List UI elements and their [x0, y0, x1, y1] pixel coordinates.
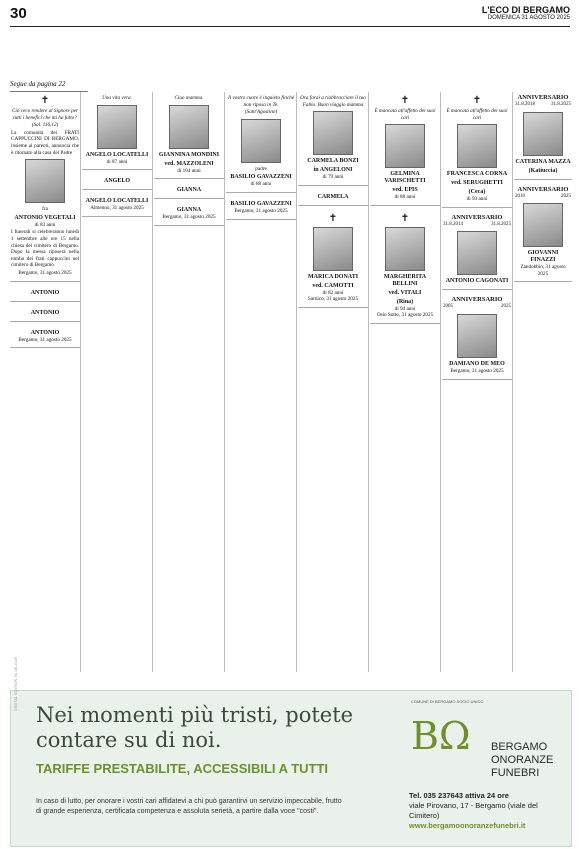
- page-header: [0, 0, 580, 72]
- notice-date: Bergamo, 31 agosto 2025: [18, 336, 72, 343]
- notice-intro: È mancata all'affetto dei suoi cari: [374, 108, 436, 121]
- funeral-text: I funerali si celebreranno lunedì 1 settembre alle ore 15 nella chiesa del cimitero di Bergamo. Dopo la messa riposerà nella tomba dei frati cappuccini nel cimitero di Bergamo.: [11, 229, 79, 269]
- deceased-age: di 82 anni: [322, 289, 344, 296]
- deceased-nickname: (Ceca): [468, 189, 486, 196]
- cross-icon: ✝: [400, 95, 410, 106]
- ad-brand-name: BERGAMO ONORANZE FUNEBRI: [491, 741, 554, 779]
- notice-quote: Ciao mamma.: [174, 95, 204, 101]
- obituary-notice: [298, 92, 368, 186]
- cross-icon: ✝: [400, 212, 410, 224]
- quote-reference: (Sal. 116,12): [31, 122, 59, 129]
- deceased-name: GIANNINA MONDINI: [158, 151, 220, 158]
- portrait-photo: [523, 112, 563, 156]
- obituary-notice: [154, 92, 224, 179]
- notice-quote: Ciò ceco rendere al Signore per tutti i benefici che mi ha fatto?: [11, 108, 79, 121]
- condolence-notice: [10, 326, 80, 349]
- deceased-name: GELMINA VARISCHETTI: [384, 171, 426, 185]
- column-6: [370, 92, 440, 672]
- portrait-photo: [169, 105, 209, 149]
- notice-quote: Il vostro cuore è inquieto finché non riposa in Te.: [227, 95, 295, 108]
- notice-text: La comunità dei FRATI CAPPUCCINI DI BERGAMO, insieme ai parenti, annuncia che è ritornato alla casa del Padre: [11, 129, 79, 156]
- notice-quote: Ora farai a riabbracciare il tuo Fabio. Buon viaggio mamma: [300, 95, 366, 108]
- condolence-notice: [10, 286, 80, 302]
- anniversary-heading: ANNIVERSARIO: [451, 213, 503, 221]
- deceased-age: di 83 anni: [34, 221, 56, 228]
- anniversary-start: 2005: [443, 304, 453, 310]
- condolence-name: CARMELA: [317, 193, 349, 200]
- deceased-name: MARGHERITA BELLINI: [383, 273, 427, 287]
- deceased-nickname: (Rina): [396, 298, 414, 305]
- deceased-married-name: ved. CAMOTTI: [312, 282, 354, 289]
- deceased-name: CARMELA BONZI: [307, 158, 359, 165]
- anniversary-notice: [514, 184, 572, 283]
- name-prefix: fra: [42, 206, 48, 213]
- deceased-name: BASILIO GAVAZZENI: [230, 174, 292, 181]
- name-prefix: padre: [255, 165, 267, 172]
- ad-address: viale Pirovano, 17 - Bergamo (viale del Cimitero): [409, 801, 538, 820]
- obituary-notice: [82, 92, 152, 170]
- condolence-notice: [82, 174, 152, 190]
- anniversary-years: [443, 304, 511, 311]
- anniversary-start: 31.8.2014: [443, 221, 463, 227]
- column-2: [82, 92, 152, 672]
- svg-text:Ω: Ω: [439, 714, 471, 758]
- condolence-name: ANGELO: [103, 178, 130, 185]
- continued-from-label: Segue da pagina 22: [10, 80, 66, 88]
- anniversary-start: 31.8.2018: [515, 102, 535, 107]
- obituary-notice: [10, 92, 80, 282]
- portrait-photo: [385, 227, 425, 271]
- column-8: [514, 92, 572, 672]
- condolence-notice: [298, 190, 368, 206]
- notice-date: Almenno, 31 agosto 2025: [90, 205, 144, 212]
- condolence-notice: [154, 183, 224, 199]
- deceased-name: FRANCESCA CORNA: [446, 171, 508, 178]
- anniversary-heading: ANNIVERSARIO: [517, 185, 569, 193]
- deceased-age: di 87 anni: [106, 158, 128, 165]
- page-number: 30: [10, 5, 27, 22]
- condolence-name: GIANNA: [176, 187, 202, 194]
- ad-phone: Tel. 035 237643 attiva 24 ore: [409, 791, 509, 800]
- deceased-married-name: ved. VITALI: [388, 289, 422, 296]
- deceased-name: DAMIANO DE MEO: [449, 360, 505, 367]
- ad-logo-tagline: COMUNE DI BERGAMO SOCIO UNICO: [411, 699, 484, 704]
- anniversary-years: [515, 194, 571, 201]
- notice-intro: È mancata all'affetto dei suoi cari: [446, 108, 508, 121]
- column-divider: [224, 92, 225, 672]
- deceased-married-name: ved. MAZZOLENI: [164, 160, 214, 167]
- portrait-photo: [385, 124, 425, 168]
- portrait-photo: [457, 314, 497, 358]
- condolence-name: GIANNA: [176, 207, 202, 214]
- cross-icon: ✝: [40, 95, 50, 106]
- column-divider: [296, 92, 297, 672]
- deceased-name: CATERINA MAZZA: [515, 158, 571, 165]
- portrait-photo: [97, 105, 137, 149]
- ad-headline: Nei momenti più tristi, potete contare su di noi.: [36, 703, 354, 752]
- anniversary-heading: ANNIVERSARIO: [517, 94, 569, 101]
- deceased-age: di 94 anni: [394, 305, 416, 312]
- deceased-name: MARICA DONATI: [307, 273, 359, 280]
- column-1: [10, 92, 80, 672]
- notice-date: Zandobbio, 31 agosto 2025: [520, 264, 566, 277]
- ad-body-text: In caso di lutto, per onorare i vostri cari affidatevi a chi può garantirvi un servizio impeccabile, frutto di grande esperienza, certificata competenza e assoluta serietà, a partire dalla voce "costi".: [36, 798, 342, 815]
- header-rule: [10, 26, 570, 27]
- deceased-name: ANTONIO CAGONATI: [445, 278, 509, 285]
- deceased-nickname: (Katiuccia): [528, 167, 558, 174]
- condolence-notice: [82, 194, 152, 217]
- funeral-service-advertisement: [10, 656, 572, 847]
- portrait-photo: [523, 203, 563, 247]
- notice-date: Bergamo, 31 agosto 2025: [450, 367, 504, 374]
- anniversary-end: 2025: [501, 304, 511, 310]
- anniversary-heading: ANNIVERSARIO: [451, 296, 503, 304]
- column-5: [298, 92, 368, 672]
- column-3: [154, 92, 224, 672]
- notice-date: Bergamo, 31 agosto 2025: [162, 214, 216, 221]
- anniversary-years: [443, 222, 511, 229]
- column-7: [442, 92, 512, 672]
- deceased-name: ANTONIO VEGETALI: [14, 214, 76, 221]
- column-divider: [368, 92, 369, 672]
- bof-logo-icon: [409, 709, 479, 757]
- condolence-name: ANTONIO: [30, 329, 60, 336]
- condolence-notice: [226, 197, 296, 220]
- condolence-name: ANGELO LOCATELLI: [85, 198, 149, 205]
- deceased-age: di 88 anni: [250, 181, 272, 188]
- notice-date: Bergamo, 31 agosto 2025: [18, 269, 72, 276]
- column-divider: [512, 92, 513, 672]
- quote-reference: (Sant'Agostino): [244, 109, 278, 116]
- notice-date: Osio Sotto, 31 agosto 2025: [376, 312, 434, 319]
- ad-contact-block: [409, 791, 564, 831]
- cross-icon: ✝: [328, 212, 338, 224]
- portrait-photo: [457, 231, 497, 275]
- svg-text:B: B: [411, 714, 439, 758]
- obituary-notice: [298, 210, 368, 308]
- portrait-photo: [25, 159, 65, 203]
- anniversary-notice: [514, 92, 572, 180]
- issue-date: DOMENICA 31 AGOSTO 2025: [487, 15, 570, 21]
- deceased-married-name: ved. SERUGHETTI: [451, 180, 503, 187]
- anniversary-start: 2010: [515, 193, 525, 199]
- deceased-age: di 79 anni: [322, 174, 344, 181]
- column-4: [226, 92, 296, 672]
- newspaper-name: L'ECO DI BERGAMO: [481, 5, 570, 15]
- obituary-notice: [370, 92, 440, 206]
- ad-side-code: DIGITAL EDITION 31-08-2025: [13, 656, 18, 711]
- portrait-photo: [241, 119, 281, 163]
- condolence-notice: [154, 203, 224, 226]
- ad-website[interactable]: www.bergamoonoranzefunebri.it: [409, 821, 526, 830]
- condolence-notice: [10, 306, 80, 322]
- condolence-name: ANTONIO: [30, 309, 60, 316]
- column-divider: [152, 92, 153, 672]
- column-divider: [80, 92, 81, 672]
- deceased-married-name: in ANGELONI: [313, 167, 353, 174]
- notice-quote: Una vita vera.: [102, 95, 132, 101]
- deceased-age: di 88 anni: [394, 194, 416, 201]
- condolence-name: ANTONIO: [30, 289, 60, 296]
- obituary-notice: [226, 92, 296, 193]
- anniversary-notice: [442, 294, 512, 379]
- deceased-married-name: ved. EPIS: [392, 187, 418, 194]
- anniversary-notice: [442, 212, 512, 291]
- portrait-photo: [313, 111, 353, 155]
- portrait-photo: [313, 227, 353, 271]
- portrait-photo: [457, 124, 497, 168]
- deceased-age: di 93 anni: [466, 196, 488, 203]
- deceased-name: ANGELO LOCATELLI: [85, 151, 149, 158]
- obituary-notice: [442, 92, 512, 208]
- cross-icon: ✝: [472, 95, 482, 106]
- anniversary-end: 31.8.2025: [491, 221, 511, 227]
- ad-subheadline: TARIFFE PRESTABILITE, ACCESSIBILI A TUTTI: [36, 761, 329, 776]
- obituary-notice: [370, 210, 440, 324]
- anniversary-years: [515, 102, 571, 109]
- notice-date: Sarnico, 31 agosto 2025: [307, 296, 359, 303]
- anniversary-end: 31.8.2025: [551, 102, 571, 107]
- condolence-name: BASILIO GAVAZZENI: [230, 200, 292, 207]
- deceased-age: di 104 anni: [177, 167, 201, 174]
- deceased-name: GIOVANNI FINAZZI: [527, 250, 559, 264]
- notice-date: Bergamo, 31 agosto 2025: [234, 207, 288, 214]
- column-divider: [440, 92, 441, 672]
- anniversary-end: 2025: [561, 193, 571, 199]
